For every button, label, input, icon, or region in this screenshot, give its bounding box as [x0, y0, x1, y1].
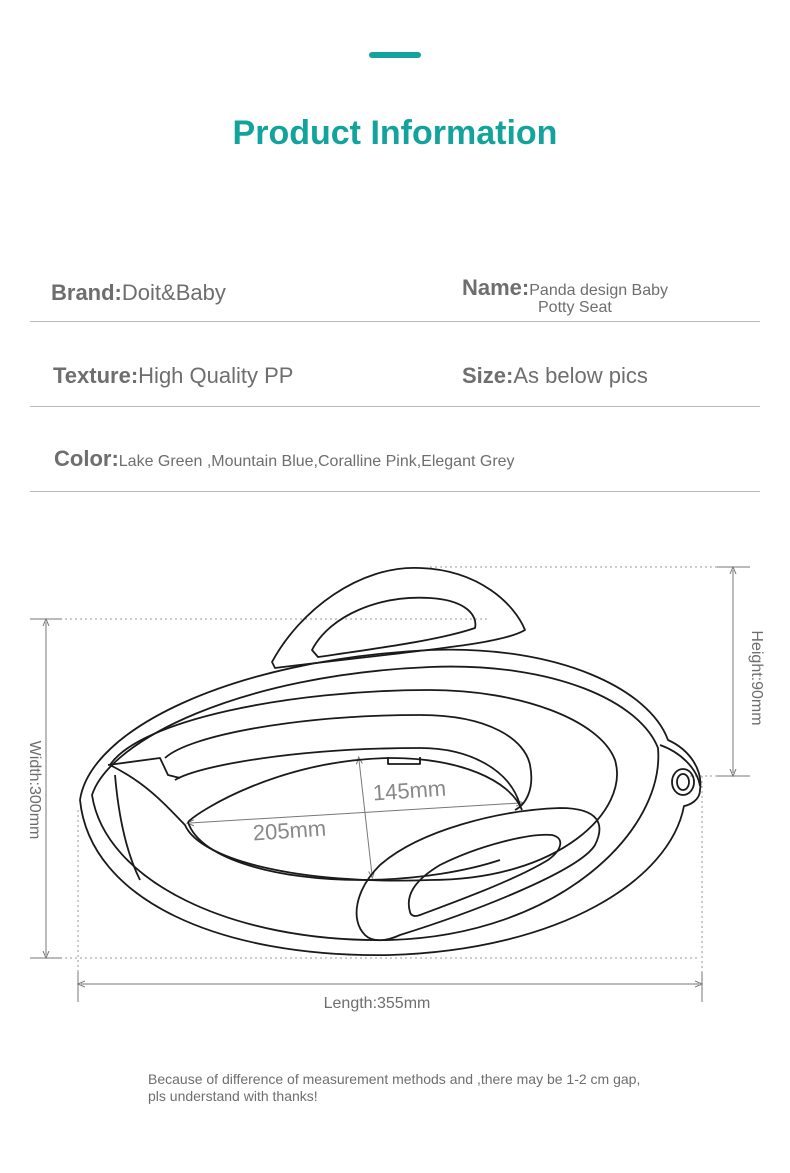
page-title: Product Information [232, 114, 558, 152]
spec-row-texture-size [30, 322, 760, 407]
potty-seat-outline [80, 568, 700, 955]
name-value-line2-wrap [538, 299, 612, 317]
color-key: Color: [54, 446, 119, 471]
texture-spec [53, 363, 293, 389]
color-value: Lake Green ,Mountain Blue,Coralline Pink,Elegant Grey [118, 453, 515, 470]
size-value: As below pics [513, 363, 648, 388]
length-label: Length:355mm [323, 995, 431, 1012]
name-value-line1: Panda design Baby [529, 282, 669, 299]
size-key: Size: [462, 363, 514, 388]
texture-key: Texture: [53, 363, 139, 388]
name-key: Name: [462, 275, 530, 300]
note-line-2: pls understand with thanks! [148, 1088, 318, 1104]
width-label: Width:300mm [26, 740, 43, 840]
note-line-1: Because of difference of measurement methods and ,there may be 1-2 cm gap, [148, 1071, 641, 1087]
name-spec [462, 275, 668, 301]
inner-length-label: 205mm [252, 815, 327, 846]
brand-spec [51, 280, 226, 306]
measurement-note [148, 1071, 708, 1105]
spec-row-brand-name [30, 270, 760, 322]
inner-width-label: 145mm [372, 775, 447, 806]
height-label: Height:90mm [748, 630, 765, 726]
color-spec [54, 446, 515, 472]
brand-value: Doit&Baby [121, 280, 226, 305]
brand-key: Brand: [51, 280, 122, 305]
size-spec [462, 363, 648, 389]
spec-row-color [30, 407, 760, 492]
texture-value: High Quality PP [138, 363, 294, 388]
name-value-line2: Potty Seat [538, 299, 612, 316]
title-accent-bar [369, 52, 421, 58]
potty-seat-dimension-diagram [0, 540, 790, 1040]
